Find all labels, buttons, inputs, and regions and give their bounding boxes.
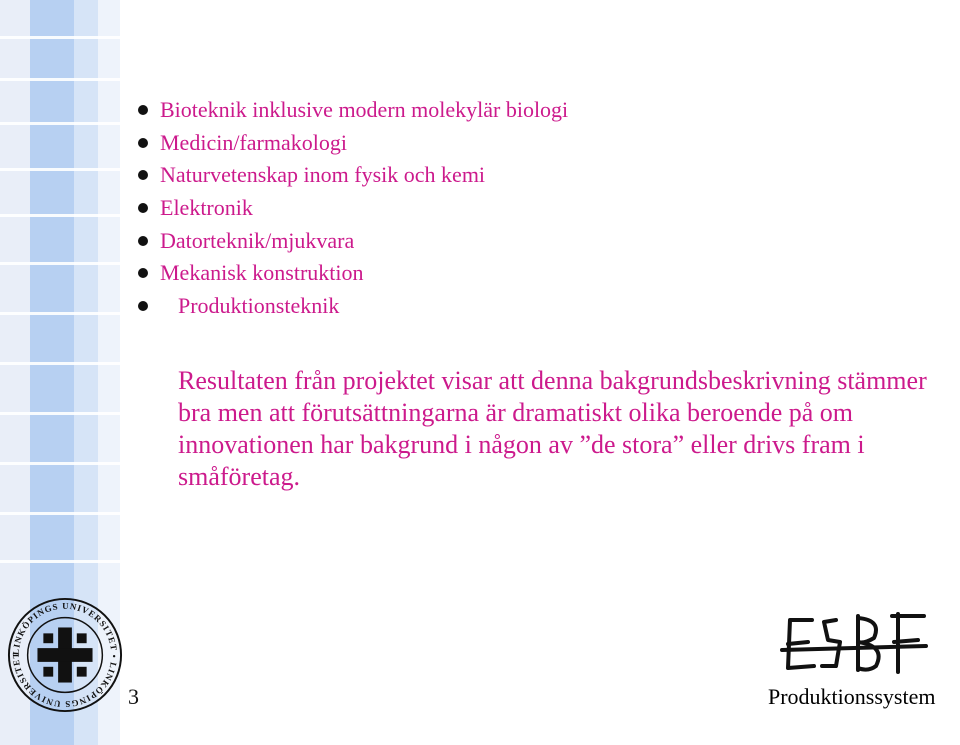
- bullet-text: Bioteknik inklusive modern molekylär biologi: [160, 97, 569, 122]
- bullet-icon: [138, 203, 148, 213]
- bullet-icon: [138, 138, 148, 148]
- esbf-signature-logo: [778, 606, 928, 676]
- bullet-icon: [138, 268, 148, 278]
- bullet-text: Mekanisk konstruktion: [160, 260, 364, 286]
- bullet-icon: [138, 236, 148, 246]
- footer-title: Produktionssystem: [768, 684, 936, 709]
- summary-paragraph: Resultaten från projektet visar att denna bakgrundsbeskrivning stämmer bra men att förutsättningarna är dramatiskt olika beroende på om innovationen har bakgrund i någon av ”de stora” eller drivs fram i småföretag.: [178, 366, 927, 491]
- linkoping-university-seal-logo: [6, 596, 124, 714]
- bullet-text: Medicin/farmakologi: [160, 129, 347, 155]
- svg-text:LINKÖPINGS UNIVERSITET • LINKÖ: LINKÖPINGS UNIVERSITET • LINKÖPINGS UNIVERSITET: [10, 600, 120, 710]
- bullet-icon: [138, 301, 148, 311]
- bullet-icon: [138, 170, 148, 180]
- bullet-text: Datorteknik/mjukvara: [160, 227, 355, 253]
- bullet-text: Naturvetenskap inom fysik och kemi: [160, 162, 486, 188]
- bullet-text: Produktionsteknik: [178, 293, 340, 319]
- slide-number: 3: [128, 684, 139, 709]
- bullet-text: Elektronik: [160, 195, 253, 221]
- bullet-icon: [138, 105, 148, 115]
